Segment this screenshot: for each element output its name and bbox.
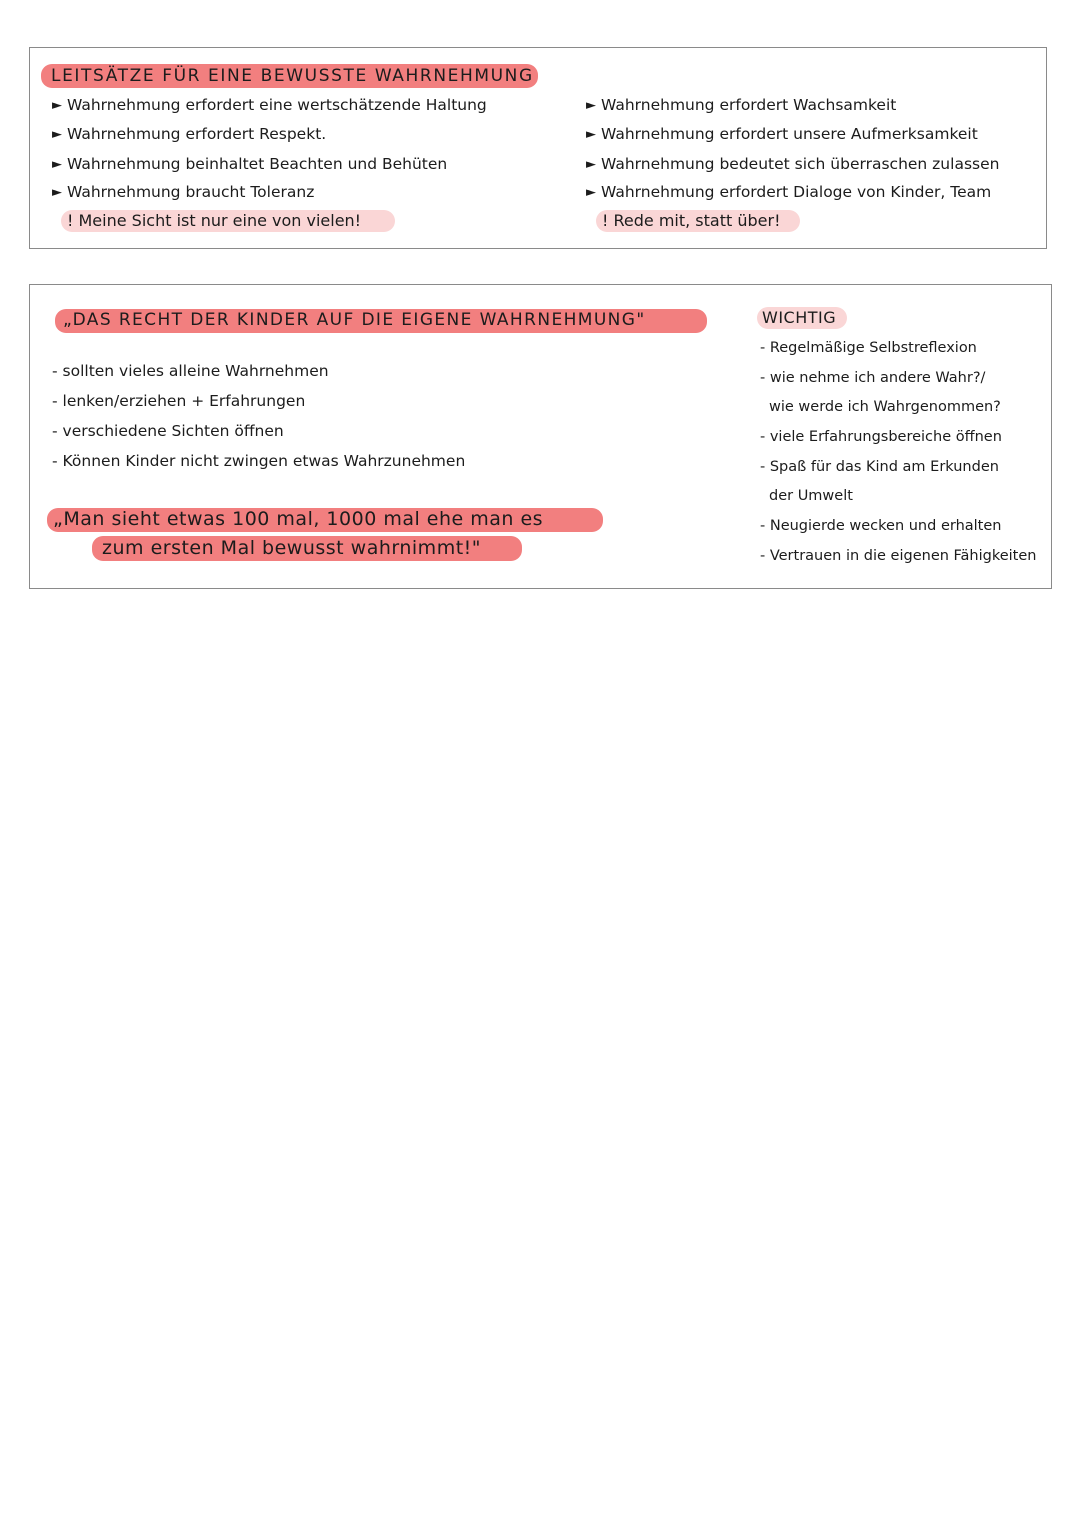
leitsatz-item: ► Wahrnehmung erfordert Respekt.	[52, 125, 327, 143]
leitsatz-item: ► Wahrnehmung erfordert Dialoge von Kinder, Team	[586, 183, 992, 201]
wichtig-item: der Umwelt	[769, 488, 853, 504]
wichtig-item: - viele Erfahrungsbereiche öffnen	[760, 429, 1002, 445]
recht-item: - Können Kinder nicht zwingen etwas Wahrzunehmen	[52, 452, 466, 470]
bullet-arrow-icon: ►	[52, 185, 62, 200]
bullet-arrow-icon: ►	[52, 127, 62, 142]
bullet-arrow-icon: ►	[586, 98, 596, 113]
recht-item: - sollten vieles alleine Wahrnehmen	[52, 362, 329, 380]
recht-item: - lenken/erziehen + Erfahrungen	[52, 392, 306, 410]
leitsatz-item: ► Wahrnehmung erfordert Wachsamkeit	[586, 96, 897, 114]
wichtig-item: - Neugierde wecken und erhalten	[760, 518, 1002, 534]
leitsaetze-title: LEITSÄTZE FÜR EINE BEWUSSTE WAHRNEHMUNG	[41, 64, 538, 88]
bullet-arrow-icon: ►	[52, 98, 62, 113]
wichtig-item: - Regelmäßige Selbstreflexion	[760, 340, 977, 356]
bullet-arrow-icon: ►	[52, 157, 62, 172]
recht-box	[29, 284, 1052, 589]
wichtig-item: - Spaß für das Kind am Erkunden	[760, 459, 999, 475]
left-note: ! Meine Sicht ist nur eine von vielen!	[61, 210, 395, 232]
wichtig-item: - wie nehme ich andere Wahr?/	[760, 370, 986, 386]
recht-title: „DAS RECHT DER KINDER AUF DIE EIGENE WAHRNEHMUNG"	[55, 309, 707, 333]
wichtig-item: wie werde ich Wahrgenommen?	[769, 399, 1001, 415]
bullet-arrow-icon: ►	[586, 127, 596, 142]
leitsatz-item: ► Wahrnehmung beinhaltet Beachten und Behüten	[52, 155, 448, 173]
wichtig-title: WICHTIG	[757, 307, 847, 329]
right-note: ! Rede mit, statt über!	[596, 210, 800, 232]
leitsatz-item: ► Wahrnehmung bedeutet sich überraschen zulassen	[586, 155, 1000, 173]
quote-line-2: zum ersten Mal bewusst wahrnimmt!"	[92, 536, 522, 561]
bullet-arrow-icon: ►	[586, 157, 596, 172]
quote-line-1: „Man sieht etwas 100 mal, 1000 mal ehe man es	[47, 508, 603, 532]
recht-item: - verschiedene Sichten öffnen	[52, 422, 284, 440]
leitsatz-item: ► Wahrnehmung braucht Toleranz	[52, 183, 315, 201]
leitsatz-item: ► Wahrnehmung erfordert eine wertschätzende Haltung	[52, 96, 487, 114]
leitsaetze-box	[29, 47, 1047, 249]
leitsatz-item: ► Wahrnehmung erfordert unsere Aufmerksamkeit	[586, 125, 978, 143]
wichtig-item: - Vertrauen in die eigenen Fähigkeiten	[760, 548, 1037, 564]
bullet-arrow-icon: ►	[586, 185, 596, 200]
